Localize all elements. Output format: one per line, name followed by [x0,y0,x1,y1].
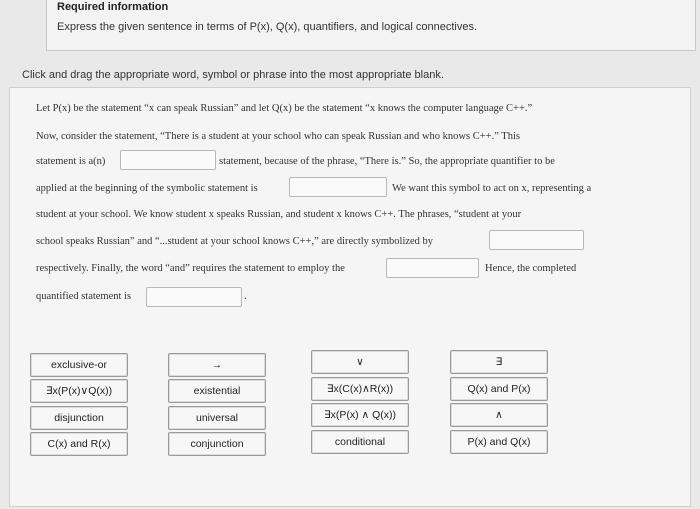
tile-p-and-q[interactable]: P(x) and Q(x) [450,430,548,454]
passage-line-1: Let P(x) be the statement “x can speak Russian” and let Q(x) be the statement “x knows the computer language C++.” [36,103,533,114]
tile-universal[interactable]: universal [168,406,266,430]
tile-exists-p-or-q[interactable]: ∃x(P(x)∨Q(x)) [30,379,128,403]
blank-completed-statement[interactable] [146,287,242,307]
passage-line-7b: Hence, the completed [485,263,577,274]
blank-symbolized-by[interactable] [489,230,584,250]
passage-line-2: Now, consider the statement, “There is a student at your school who can speak Russian and who knows C++.” This [36,131,520,142]
drag-instruction: Click and drag the appropriate word, symbol or phrase into the most appropriate blank. [22,69,444,81]
tile-and-symbol[interactable]: ∧ [450,403,548,427]
required-information-title: Required information [57,1,169,13]
tile-exists-symbol[interactable]: ∃ [450,350,548,374]
passage-line-3a: statement is a(n) [36,156,106,167]
passage-line-4b: We want this symbol to act on x, representing a [392,183,592,194]
tile-or-symbol[interactable]: ∨ [311,350,409,374]
task-description: Express the given sentence in terms of P(x), Q(x), quantifiers, and logical connectives. [57,21,478,33]
tile-exists-c-and-r[interactable]: ∃x(C(x)∧R(x)) [311,377,409,401]
passage-line-3b: statement, because of the phrase, “There is.” So, the appropriate quantifier to be [219,156,555,167]
tile-q-and-p[interactable]: Q(x) and P(x) [450,377,548,401]
tile-c-and-r[interactable]: C(x) and R(x) [30,432,128,456]
tile-conditional[interactable]: conditional [311,430,409,454]
passage-line-6: school speaks Russian” and “...student at your school knows C++,” are directly symbolized by [36,236,434,247]
tile-exclusive-or[interactable]: exclusive-or [30,353,128,377]
blank-statement-type[interactable] [120,150,216,170]
tile-disjunction[interactable]: disjunction [30,406,128,430]
tile-conjunction[interactable]: conjunction [168,432,266,456]
tile-arrow-symbol[interactable]: → [168,353,266,377]
passage-line-5: student at your school. We know student x speaks Russian, and student x knows C++. The phrases, “student at your [36,209,522,220]
blank-quantifier[interactable] [289,177,387,197]
passage-line-8a: quantified statement is [36,291,132,302]
passage-line-4a: applied at the beginning of the symbolic statement is [36,183,258,194]
blank-connective[interactable] [386,258,479,278]
passage-line-7a: respectively. Finally, the word “and” requires the statement to employ the [36,263,345,274]
tile-existential[interactable]: existential [168,379,266,403]
tile-exists-p-and-q[interactable]: ∃x(P(x) ∧ Q(x)) [311,403,409,427]
passage-line-8b: . [244,291,247,302]
required-information-box [46,0,696,51]
